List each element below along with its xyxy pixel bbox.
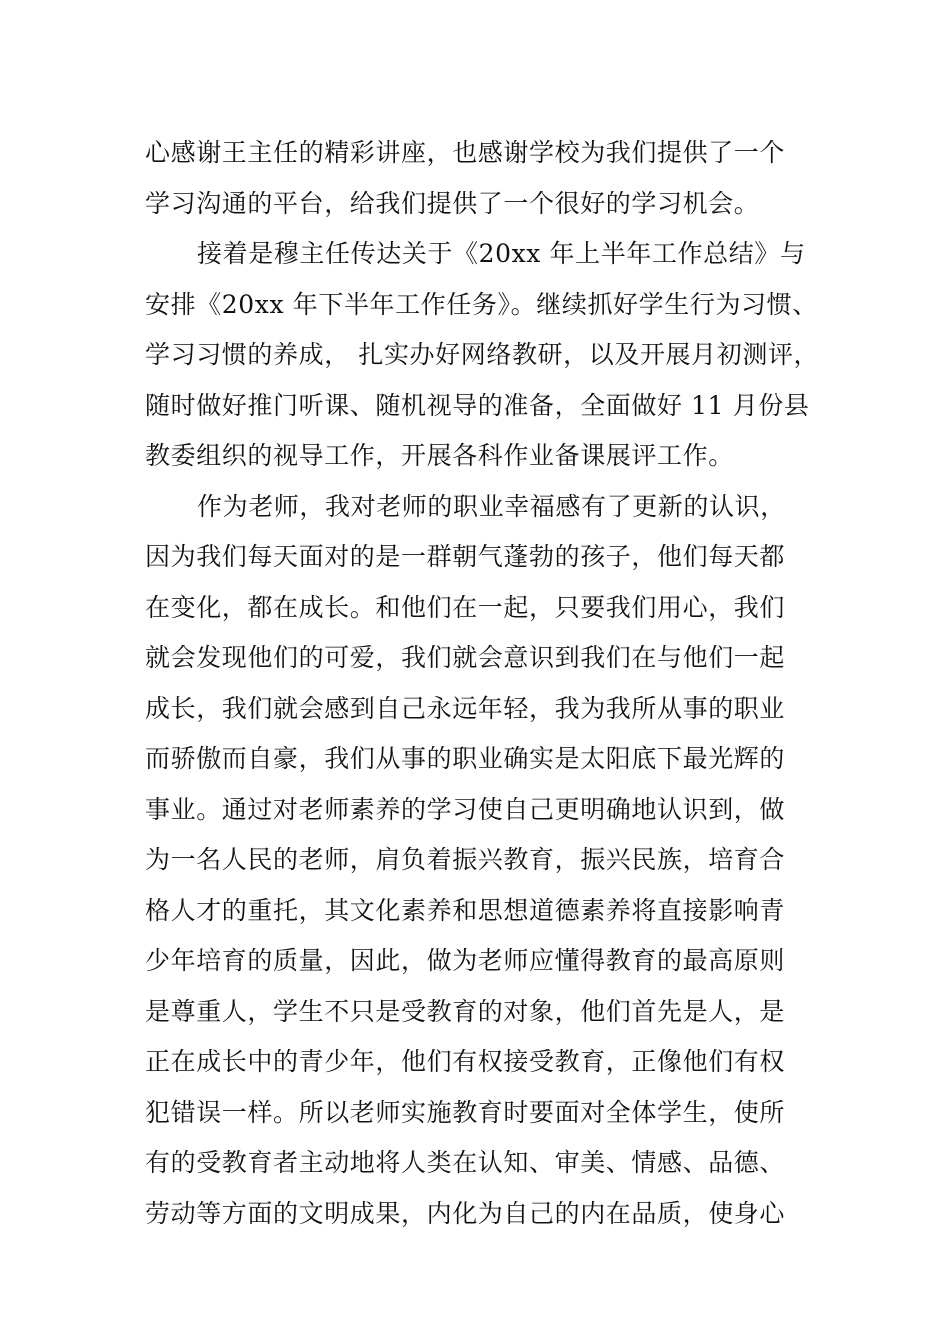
- text-line: 学习习惯的养成， 扎实办好网络教研，以及开展月初测评，: [145, 340, 820, 369]
- text-line: 学习沟通的平台，给我们提供了一个很好的学习机会。: [145, 188, 760, 218]
- text-line: 是尊重人，学生不只是受教育的对象，他们首先是人，是: [145, 996, 786, 1026]
- paragraph-start-line: 作为老师，我对老师的职业幸福感有了更新的认识，: [197, 491, 786, 521]
- text-line: 安排《20xx 年下半年工作任务》。继续抓好学生行为习惯、: [145, 289, 818, 319]
- text-line: 心感谢王主任的精彩讲座，也感谢学校为我们提供了一个: [145, 138, 786, 167]
- text-line: 格人才的重托，其文化素养和思想道德素养将直接影响青: [145, 895, 786, 925]
- text-line: 成长，我们就会感到自己永远年轻，我为我所从事的职业: [145, 693, 786, 723]
- text-line: 随时做好推门听课、随机视导的准备，全面做好 11 月份县: [145, 390, 810, 420]
- text-line: 因为我们每天面对的是一群朝气蓬勃的孩子，他们每天都: [145, 542, 786, 571]
- body-text: [145, 128, 845, 1239]
- text-line: 有的受教育者主动地将人类在认知、审美、情感、品德、: [145, 1148, 786, 1177]
- text-line: 少年培育的质量，因此，做为老师应懂得教育的最高原则: [145, 946, 786, 975]
- text-line: 事业。通过对老师素养的学习使自己更明确地认识到，做: [145, 794, 786, 824]
- text-line: 就会发现他们的可爱，我们就会意识到我们在与他们一起: [145, 643, 786, 672]
- text-line: 犯错误一样。所以老师实施教育时要面对全体学生，使所: [145, 1097, 786, 1127]
- text-line: 正在成长中的青少年，他们有权接受教育，正像他们有权: [145, 1047, 786, 1076]
- text-line: 为一名人民的老师，肩负着振兴教育，振兴民族，培育合: [145, 845, 786, 874]
- paragraph-start-line: 接着是穆主任传达关于《20xx 年上半年工作总结》与: [197, 239, 806, 268]
- text-line: 而骄傲而自豪，我们从事的职业确实是太阳底下最光辉的: [145, 744, 786, 773]
- text-line: 教委组织的视导工作，开展各科作业备课展评工作。: [145, 441, 734, 470]
- text-line: 在变化，都在成长。和他们在一起，只要我们用心，我们: [145, 592, 786, 622]
- text-line: 劳动等方面的文明成果，内化为自己的内在品质，使身心: [145, 1198, 786, 1228]
